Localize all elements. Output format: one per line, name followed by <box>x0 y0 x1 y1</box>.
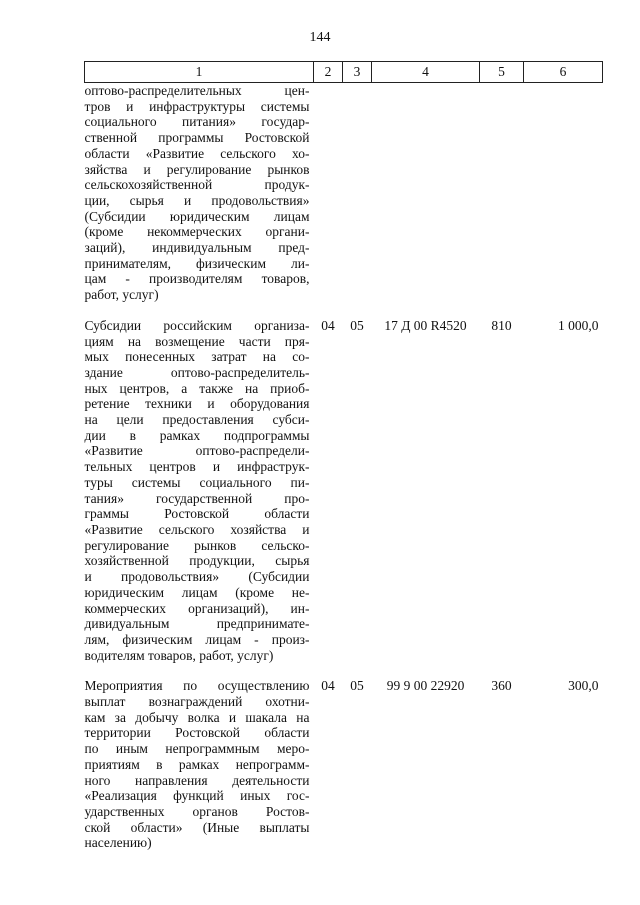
description-line: и продовольствия» (Субсидии <box>84 569 310 585</box>
description-line: ции, сырья и продовольствия» <box>84 192 310 208</box>
description-line: дии в рамках подпрограммы <box>84 427 310 443</box>
table-header-row <box>85 62 603 83</box>
description-line: граммы Ростовской области <box>84 506 310 522</box>
section-code: 04 <box>321 678 335 694</box>
page-number: 144 <box>309 30 331 45</box>
description-line: туры системы социального пи- <box>84 474 310 490</box>
row-description <box>85 678 314 851</box>
description-line: (кроме некоммерческих органи- <box>84 224 310 240</box>
description-line: регулирование рынков сельско- <box>84 537 310 553</box>
description-line: социального питания» государ- <box>84 114 310 130</box>
description-line: «Развитие сельского хозяйства и <box>84 521 310 537</box>
description-line: «Реализация функций иных гос- <box>84 788 310 804</box>
column-header-1: 1 <box>85 62 314 83</box>
description-line: заций), индивидуальным пред- <box>84 240 310 256</box>
description-line: принимателям, физическим ли- <box>84 255 310 271</box>
description-line: зяйства и регулирование рынков <box>84 161 310 177</box>
description-line: области «Развитие сельского хо- <box>84 145 310 161</box>
description-line: ретение техники и оборудования <box>84 396 310 412</box>
expense-type-code <box>480 83 524 318</box>
description-line: кам за добычу волка и шакала на <box>84 709 310 725</box>
description-line: циям на возмещение части пря- <box>84 333 310 349</box>
description-line: тельных центров и инфраструк- <box>84 459 310 475</box>
expense-type-code: 360 <box>491 678 512 694</box>
table-row <box>85 83 603 318</box>
column-header-6: 6 <box>524 62 603 83</box>
description-line: юридическим лицам (кроме не- <box>84 584 310 600</box>
column-header-3: 3 <box>343 62 372 83</box>
description-line: ударственных органов Ростов- <box>84 803 310 819</box>
target-article-code: 99 9 00 22920 <box>386 678 465 694</box>
description-line: ного направления деятельности <box>84 772 310 788</box>
description-line: тания» государственной про- <box>84 490 310 506</box>
row-description <box>85 318 314 678</box>
description-line: ственной программы Ростовской <box>84 130 310 146</box>
description-line: Субсидии российским организа- <box>84 317 310 333</box>
description-line: (Субсидии юридическим лицам <box>84 208 310 224</box>
table-row <box>85 678 603 851</box>
column-header-4: 4 <box>372 62 480 83</box>
target-article-code <box>372 83 480 318</box>
description-line: хозяйственной продукции, сырья <box>84 553 310 569</box>
row-description <box>85 83 314 318</box>
target-article-code: 17 Д 00 R4520 <box>384 317 467 333</box>
amount-value <box>524 83 603 318</box>
description-line: сельскохозяйственной продук- <box>84 177 310 193</box>
description-line: водителям товаров, работ, услуг) <box>84 647 274 663</box>
amount-value: 300,0 <box>568 678 599 694</box>
description-line: дивидуальным предпринимате- <box>84 616 310 632</box>
description-line: на цели предоставления субси- <box>84 412 310 428</box>
description-line: территории Ростовской области <box>84 725 310 741</box>
description-line: оптово-распределительных цен- <box>84 83 310 98</box>
description-line: ных центров, а также на приоб- <box>84 380 310 396</box>
description-line: цам - производителям товаров, <box>84 271 310 287</box>
description-line: коммерческих организаций), ин- <box>84 600 310 616</box>
column-header-5: 5 <box>480 62 524 83</box>
description-line: мых понесенных затрат на со- <box>84 349 310 365</box>
description-line: лям, физическим лицам - произ- <box>84 631 310 647</box>
description-line: тров и инфраструктуры системы <box>84 98 310 114</box>
expense-type-code: 810 <box>491 317 512 333</box>
description-line: по иным непрограммным меро- <box>84 741 310 757</box>
description-line: выплат вознаграждений охотни- <box>84 694 310 710</box>
description-line: здание оптово-распределитель- <box>84 364 310 380</box>
column-header-2: 2 <box>314 62 343 83</box>
subsection-code: 05 <box>350 317 364 333</box>
section-code <box>314 83 343 318</box>
subsection-code <box>343 83 372 318</box>
description-line: «Развитие оптово-распредели- <box>84 443 310 459</box>
description-line: приятиям в рамках непрограмм- <box>84 756 310 772</box>
description-line: работ, услуг) <box>84 287 159 303</box>
section-code: 04 <box>321 317 335 333</box>
description-line: населению) <box>84 835 152 851</box>
subsection-code: 05 <box>350 678 364 694</box>
description-line: Мероприятия по осуществлению <box>84 678 310 694</box>
description-line: ской области» (Иные выплаты <box>84 819 310 835</box>
budget-table <box>84 61 603 851</box>
amount-value: 1 000,0 <box>558 317 599 333</box>
table-row <box>85 318 603 678</box>
